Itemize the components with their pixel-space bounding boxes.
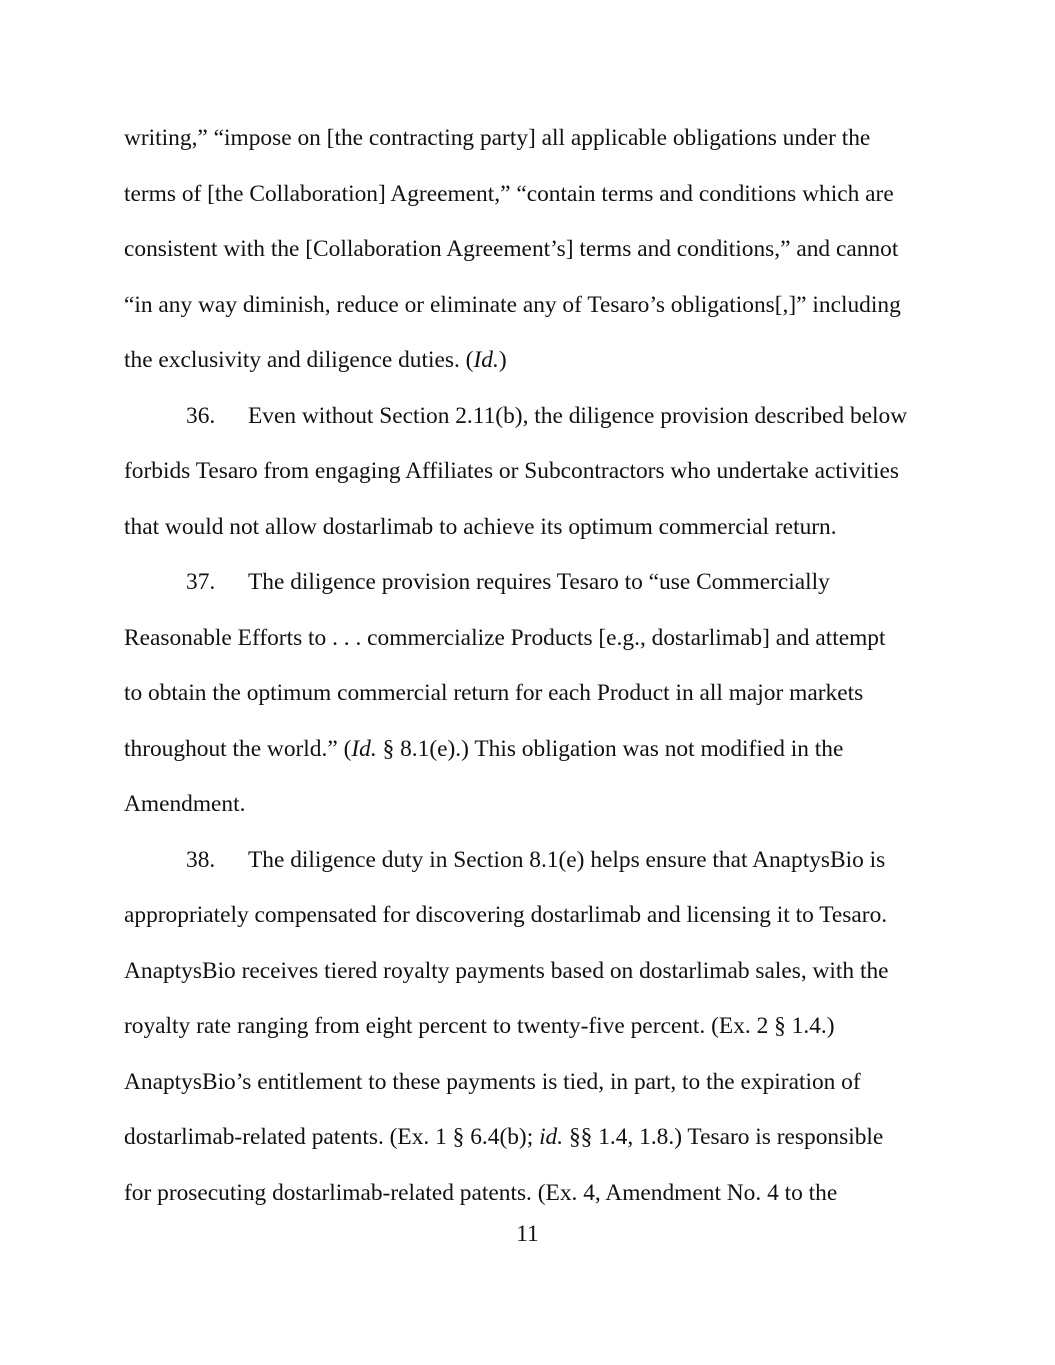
text-line xyxy=(124,1123,883,1151)
text-line: “in any way diminish, reduce or eliminate any of Tesaro’s obligations[,]” including xyxy=(124,292,901,318)
text-run: the exclusivity and diligence duties. ( xyxy=(124,347,474,373)
paragraph-number: 38. xyxy=(186,847,216,873)
text-run: ) xyxy=(498,347,507,373)
text-line xyxy=(124,346,507,374)
citation-italic: Id. xyxy=(473,347,499,373)
text-line: that would not allow dostarlimab to achieve its optimum commercial return. xyxy=(124,514,837,540)
text-run: §§ 1.4, 1.8.) Tesaro is responsible xyxy=(563,1124,884,1150)
text-line: for prosecuting dostarlimab-related patents. (Ex. 4, Amendment No. 4 to the xyxy=(124,1180,838,1206)
text-line: writing,” “impose on [the contracting party] all applicable obligations under the xyxy=(124,125,871,151)
text-line: AnaptysBio receives tiered royalty payments based on dostarlimab sales, with the xyxy=(124,958,889,984)
paragraph-38-first-line xyxy=(186,846,885,874)
text-line: forbids Tesaro from engaging Affiliates or Subcontractors who undertake activities xyxy=(124,458,900,484)
text-run: throughout the world.” ( xyxy=(124,736,352,762)
text-line: terms of [the Collaboration] Agreement,” “contain terms and conditions which are xyxy=(124,181,894,207)
text-line: AnaptysBio’s entitlement to these payments is tied, in part, to the expiration of xyxy=(124,1069,861,1095)
text-run: § 8.1(e).) This obligation was not modified in the xyxy=(376,736,844,762)
text-run: dostarlimab-related patents. (Ex. 1 § 6.4(b); xyxy=(124,1124,540,1150)
text-line: to obtain the optimum commercial return for each Product in all major markets xyxy=(124,680,864,706)
text-line: appropriately compensated for discovering dostarlimab and licensing it to Tesaro. xyxy=(124,902,888,928)
citation-italic: id. xyxy=(539,1124,564,1150)
text-line: Amendment. xyxy=(124,791,246,817)
citation-italic: Id. xyxy=(351,736,377,762)
paragraph-36-first-line xyxy=(186,402,907,430)
text-run: The diligence provision requires Tesaro to “use Commercially xyxy=(248,569,830,595)
page-number: 11 xyxy=(516,1221,539,1247)
paragraph-37-first-line xyxy=(186,568,830,596)
text-line: Reasonable Efforts to . . . commercialize Products [e.g., dostarlimab] and attempt xyxy=(124,625,886,651)
text-line: consistent with the [Collaboration Agreement’s] terms and conditions,” and cannot xyxy=(124,236,899,262)
text-line: royalty rate ranging from eight percent to twenty-five percent. (Ex. 2 § 1.4.) xyxy=(124,1013,835,1039)
paragraph-number: 37. xyxy=(186,569,216,595)
text-run: Even without Section 2.11(b), the diligence provision described below xyxy=(248,403,908,429)
text-run: The diligence duty in Section 8.1(e) helps ensure that AnaptysBio is xyxy=(248,847,886,873)
text-line xyxy=(124,735,843,763)
paragraph-number: 36. xyxy=(186,403,216,429)
